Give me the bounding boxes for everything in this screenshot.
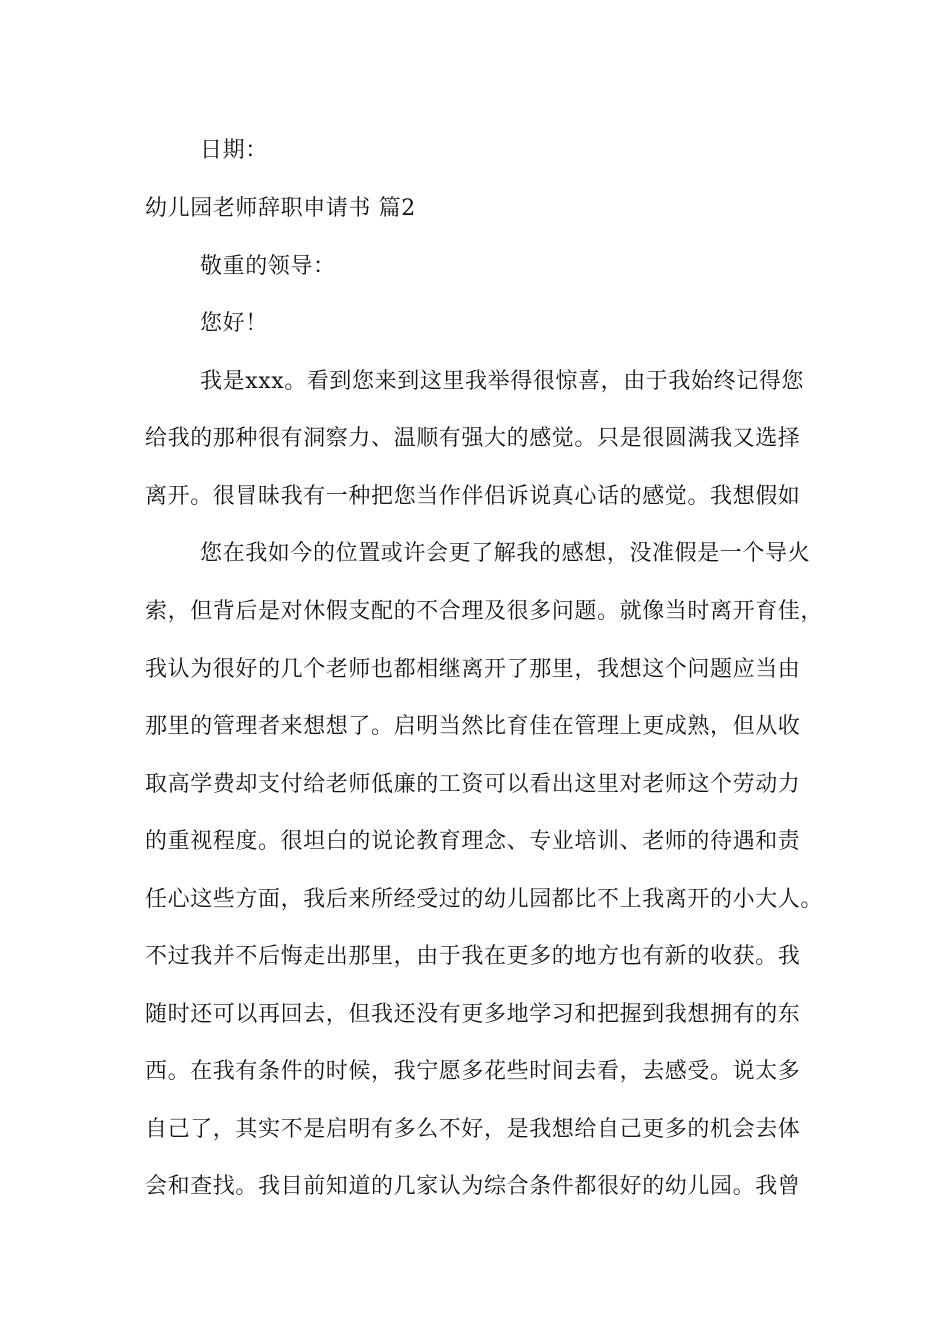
paragraph-line: 的重视程度。很坦白的说论教育理念、专业培训、老师的待遇和责 — [145, 829, 801, 854]
paragraph-line: 西。在我有条件的时候，我宁愿多花些时间去看，去感受。说太多 — [145, 1059, 801, 1084]
paragraph-line: 您在我如今的位置或许会更了解我的感想，没准假是一个导火 — [200, 541, 811, 566]
paragraph-line: 那里的管理者来想想了。启明当然比育佳在管理上更成熟，但从收 — [145, 714, 801, 739]
paragraph-line: 自己了，其实不是启明有多么不好，是我想给自己更多的机会去体 — [145, 1117, 801, 1142]
document-title: 幼儿园老师辞职申请书 篇2 — [145, 196, 416, 221]
paragraph-line: 我认为很好的几个老师也都相继离开了那里，我想这个问题应当由 — [145, 657, 801, 682]
date-label: 日期： — [200, 138, 268, 163]
paragraph-line: 会和查找。我目前知道的几家认为综合条件都很好的幼儿园。我曾 — [145, 1174, 801, 1199]
paragraph-line: 取高学费却支付给老师低廉的工资可以看出这里对老师这个劳动力 — [145, 772, 801, 797]
paragraph-line: 不过我并不后悔走出那里，由于我在更多的地方也有新的收获。我 — [145, 944, 801, 969]
paragraph-line: 索，但背后是对休假支配的不合理及很多问题。就像当时离开育佳， — [145, 599, 824, 624]
paragraph-line: 给我的那种很有洞察力、温顺有强大的感觉。只是很圆满我又选择 — [145, 426, 801, 451]
paragraph-line: 离开。很冒昧我有一种把您当作伴侣诉说真心话的感觉。我想假如 — [145, 484, 801, 509]
paragraph-line: 我是xxx。看到您来到这里我举得很惊喜，由于我始终记得您 — [200, 369, 805, 394]
salutation: 敬重的领导： — [200, 254, 336, 279]
greeting: 您好！ — [200, 311, 268, 336]
paragraph-line: 任心这些方面，我后来所经受过的幼儿园都比不上我离开的小大人。 — [145, 887, 824, 912]
paragraph-line: 随时还可以再回去，但我还没有更多地学习和把握到我想拥有的东 — [145, 1002, 801, 1027]
